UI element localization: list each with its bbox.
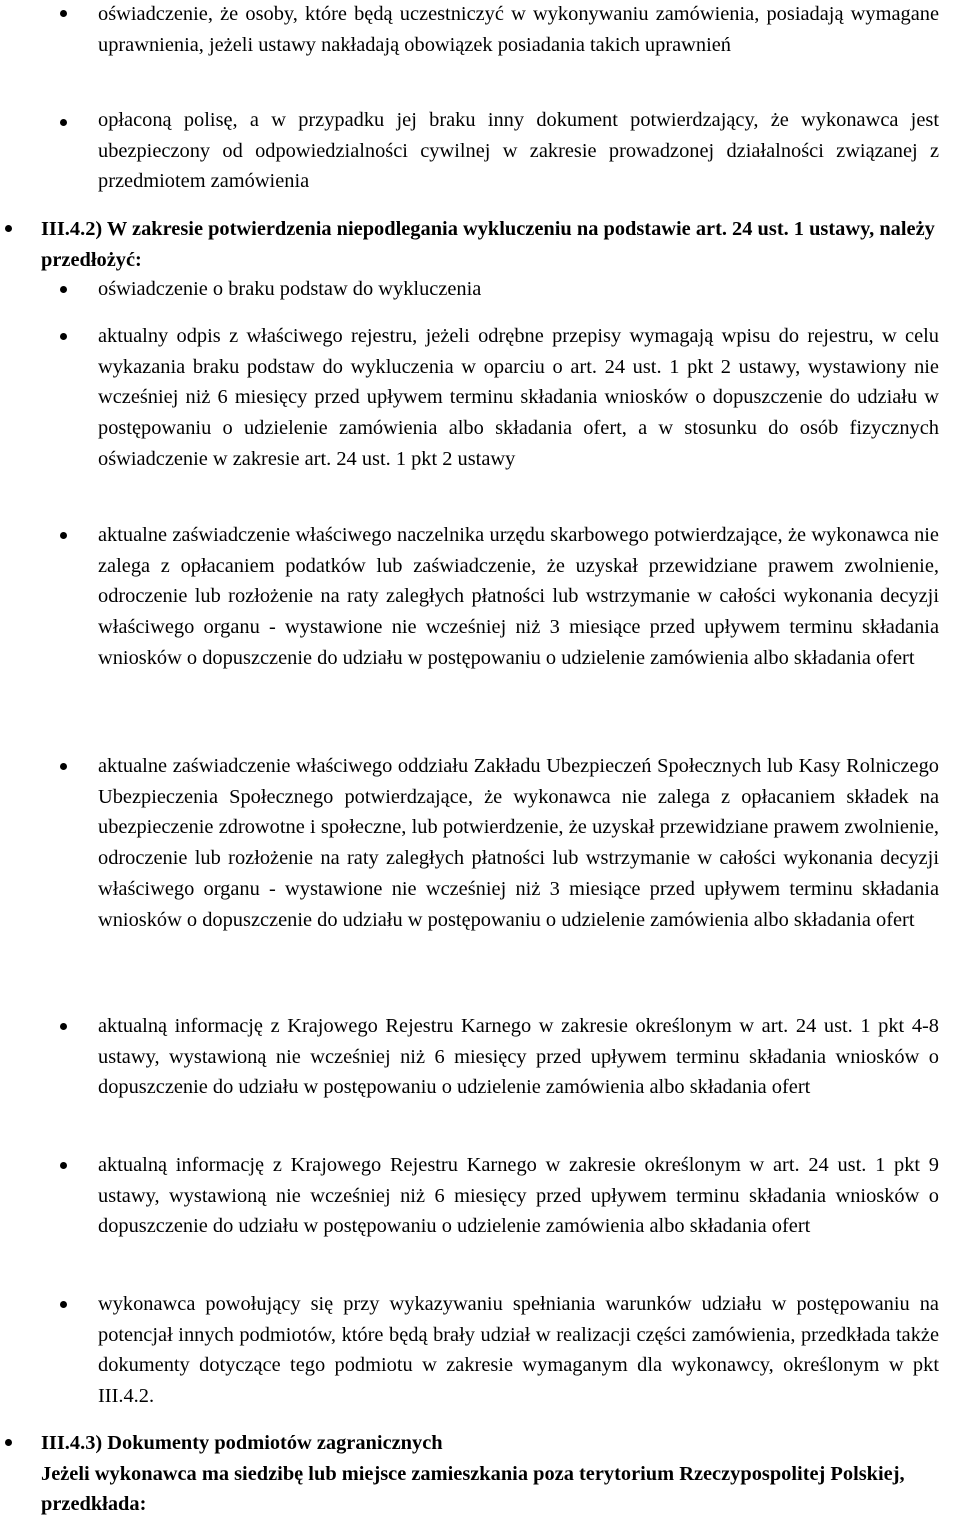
bullet — [60, 286, 67, 293]
list-item-text: wykonawca powołujący się przy wykazywaniu spełniania warunków udziału w postępowaniu na potencjał innych podmiotów, które będą brały udział w realizacji części zamówienia, przedkłada także dokumenty dotyczące tego podmiotu w zakresie wymaganym dla wykonawcy, określonym w pkt III.4.2. — [98, 1293, 939, 1408]
list-item-text: opłaconą polisę, a w przypadku jej braku inny dokument potwierdzający, że wykonawca jest ubezpieczony od odpowiedzialności cywilnej w zakresie prowadzonej działalności związanej z przedmiotem zamówienia — [98, 109, 939, 193]
list-item-text: aktualną informację z Krajowego Rejestru Karnego w zakresie określonym w art. 24 ust. 1 pkt 4-8 ustawy, wystawioną nie wcześniej niż 6 miesięcy przed upływem terminu składania wniosków o dopuszczenie do udziału w postępowaniu o udzielenie zamówienia albo składania ofert — [98, 1015, 939, 1099]
bullet — [5, 1439, 12, 1446]
list-item — [98, 1150, 939, 1242]
bullet — [60, 1162, 67, 1169]
bullet — [60, 1301, 67, 1308]
list-item-text: aktualną informację z Krajowego Rejestru Karnego w zakresie określonym w art. 24 ust. 1 pkt 9 ustawy, wystawioną nie wcześniej niż 6 miesięcy przed upływem terminu składania wniosków o dopuszczenie do udziału w postępowaniu o udzielenie zamówienia albo składania ofert — [98, 1154, 939, 1238]
list-item — [98, 751, 939, 935]
list-item — [98, 274, 939, 305]
section-heading-4-3 — [41, 1428, 941, 1520]
list-item-text: aktualne zaświadczenie właściwego oddziału Zakładu Ubezpieczeń Społecznych lub Kasy Rolniczego Ubezpieczenia Społecznego potwierdzające, że wykonawca nie zalega z opłacaniem składek na ubezpieczenie zdrowotne i społeczne, lub potwierdzenie, że uzyskał przewidziane prawem zwolnienie, odroczenie lub rozłożenie na raty zaległych płatności lub wstrzymanie w całości wykonania decyzji właściwego organu - wystawione nie wcześniej niż 3 miesiące przed upływem terminu składania wniosków o dopuszczenie do udziału w postępowaniu o udzielenie zamówienia albo składania ofert — [98, 755, 939, 931]
bullet — [60, 763, 67, 770]
section-heading-text: III.4.2) W zakresie potwierdzenia niepodlegania wykluczeniu na podstawie art. 24 ust. 1 ustawy, należy przedłożyć: — [41, 218, 935, 271]
bullet — [60, 1023, 67, 1030]
bullet — [60, 119, 67, 126]
list-item — [98, 321, 939, 475]
list-item-text: aktualny odpis z właściwego rejestru, jeżeli odrębne przepisy wymagają wpisu do rejestru, w celu wykazania braku podstaw do wykluczenia w oparciu o art. 24 ust. 1 pkt 2 ustawy, wystawiony nie wcześniej niż 6 miesięcy przed upływem terminu składania wniosków o dopuszczenie do udziału w postępowaniu o udzielenie zamówienia albo składania ofert, a w stosunku do osób fizycznych oświadczenie w zakresie art. 24 ust. 1 pkt 2 ustawy — [98, 325, 939, 470]
list-item — [98, 1289, 939, 1412]
bullet — [60, 10, 67, 17]
section-heading-4-2 — [41, 214, 960, 275]
list-item-text: oświadczenie o braku podstaw do wykluczenia — [98, 278, 482, 300]
bullet — [60, 333, 67, 340]
section-subheading-text: Jeżeli wykonawca ma siedzibę lub miejsce zamieszkania poza terytorium Rzeczypospolitej Polskiej, przedkłada: — [41, 1462, 905, 1516]
list-item-text: oświadczenie, że osoby, które będą uczestniczyć w wykonywaniu zamówienia, posiadają wymagane uprawnienia, jeżeli ustawy nakładają obowiązek posiadania takich uprawnień — [98, 3, 939, 56]
list-item — [98, 0, 939, 60]
section-heading-text: III.4.3) Dokumenty podmiotów zagranicznych — [41, 1432, 443, 1454]
list-item — [98, 520, 939, 674]
list-item-text: aktualne zaświadczenie właściwego naczelnika urzędu skarbowego potwierdzające, że wykonawca nie zalega z opłacaniem podatków lub zaświadczenie, że uzyskał przewidziane prawem zwolnienie, odroczenie lub rozłożenie na raty zaległych płatności lub wstrzymanie w całości wykonania decyzji właściwego organu - wystawione nie wcześniej niż 3 miesiące przed upływem terminu składania wniosków o dopuszczenie do udziału w postępowaniu o udzielenie zamówienia albo składania ofert — [98, 524, 939, 669]
list-item — [98, 105, 939, 197]
bullet — [60, 532, 67, 539]
bullet — [5, 225, 12, 232]
list-item — [98, 1011, 939, 1103]
